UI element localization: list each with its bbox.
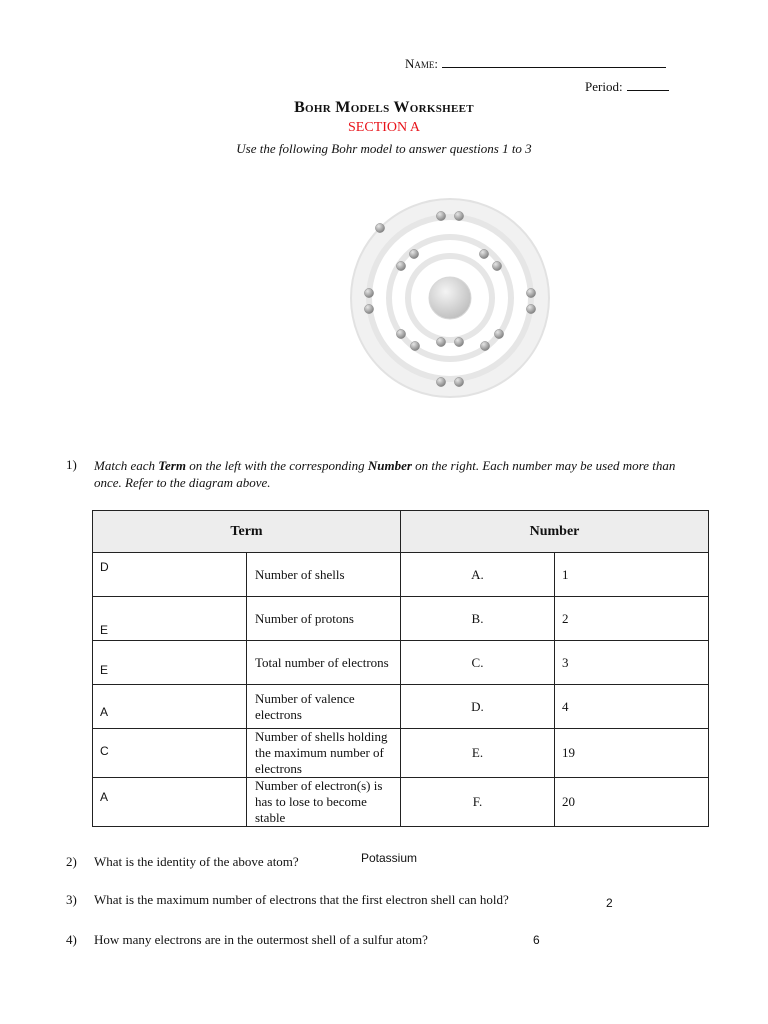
number-column-header: Number [401,511,709,553]
period-blank-line[interactable] [627,78,669,91]
table-row [93,685,709,729]
question-1-number: 1) [66,457,77,472]
answer-cell[interactable] [93,729,247,778]
electron [479,249,488,258]
electron [364,304,373,313]
question-4-text: How many electrons are in the outermost shell of a sulfur atom? [94,932,428,947]
option-value: 20 [555,778,709,827]
name-field[interactable] [405,55,666,72]
period-label: Period: [585,79,623,94]
answer-cell[interactable] [93,597,247,641]
electron [454,337,463,346]
term-cell: Number of shells [247,553,401,597]
electron [436,337,445,346]
period-field[interactable] [585,78,669,95]
name-label: Name: [405,56,438,71]
term-word: Term [158,458,186,473]
electron [454,377,463,386]
electron [526,304,535,313]
question-2-answer[interactable]: Potassium [361,851,418,865]
option-letter: A. [401,553,555,597]
answer-cell[interactable] [93,778,247,827]
term-cell: Number of shells holding the maximum number of electrons [247,729,401,778]
option-value: 1 [555,553,709,597]
option-letter: E. [401,729,555,778]
term-cell: Total number of electrons [247,641,401,685]
electron [364,288,373,297]
table-row [93,553,709,597]
electron [480,341,489,350]
electron [526,288,535,297]
question-2-number: 2) [66,854,77,869]
question-2-text: What is the identity of the above atom? [94,854,299,869]
term-cell: Number of electron(s) is has to lose to become stable [247,778,401,827]
term-cell: Number of protons [247,597,401,641]
question-1-text: Match each Term on the left with the corresponding Number on the right. Each number may be used more than once. Refer to the diagram above. [94,458,676,490]
matching-table [92,510,709,827]
electron [410,341,419,350]
option-value: 4 [555,685,709,729]
answer-cell[interactable] [93,553,247,597]
electron [375,223,384,232]
answer-text: A [100,705,109,719]
electron [454,211,463,220]
table-row [93,597,709,641]
electron [436,377,445,386]
option-letter: B. [401,597,555,641]
question-4-answer[interactable]: 6 [533,933,540,947]
term-cell: Number of valence electrons [247,685,401,729]
option-letter: D. [401,685,555,729]
answer-text: E [100,663,109,677]
nucleus [429,277,471,319]
question-3-text: What is the maximum number of electrons that the first electron shell can hold? [94,892,509,907]
answer-cell[interactable] [93,685,247,729]
electron [409,249,418,258]
question-3-answer[interactable]: 2 [606,896,613,910]
name-blank-line[interactable] [442,55,666,68]
table-row [93,778,709,827]
question-3-number: 3) [66,892,77,907]
number-word: Number [367,458,412,473]
bohr-model-diagram [345,192,555,404]
electron [494,329,503,338]
option-letter: F. [401,778,555,827]
term-column-header: Term [93,511,401,553]
instruction-text: Use the following Bohr model to answer questions 1 to 3 [236,141,532,156]
electron [396,329,405,338]
electron [436,211,445,220]
table-row [93,729,709,778]
option-value: 19 [555,729,709,778]
answer-text: D [100,560,109,574]
worksheet-title: Bohr Models Worksheet [294,99,474,116]
table-row [93,641,709,685]
option-letter: C. [401,641,555,685]
answer-text: A [100,790,109,804]
option-value: 3 [555,641,709,685]
electron [492,261,501,270]
answer-cell[interactable] [93,641,247,685]
electron [396,261,405,270]
answer-text: C [100,744,109,758]
question-4-number: 4) [66,932,77,947]
answer-text: E [100,623,109,637]
option-value: 2 [555,597,709,641]
section-heading: SECTION A [348,120,420,135]
